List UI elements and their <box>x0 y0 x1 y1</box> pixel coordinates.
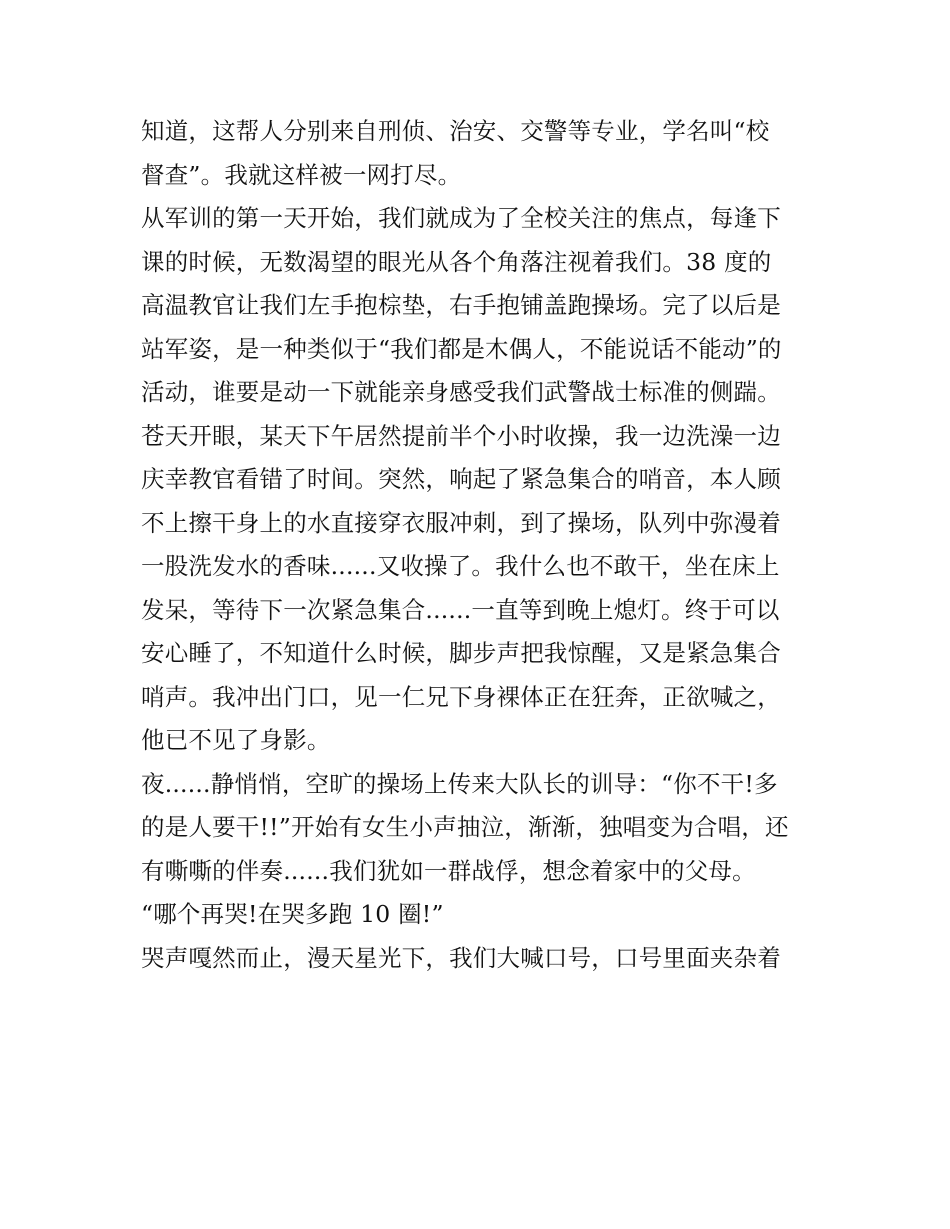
text-line: 课的时候，无数渴望的眼光从各个角落注视着我们。38 度的 <box>141 247 772 276</box>
text-line: 高温教官让我们左手抱棕垫，右手抱铺盖跑操场。完了以后是 <box>141 291 781 319</box>
text-line: “哪个再哭!在哭多跑 10 圈!” <box>141 900 444 928</box>
text-line: 他已不见了身影。 <box>141 726 331 754</box>
text-line: 站军姿，是一种类似于“我们都是木偶人，不能说话不能动”的 <box>141 334 782 363</box>
text-line: 知道，这帮人分别来自刑侦、治安、交警等专业，学名叫“校 <box>141 117 770 145</box>
text-line: 从军训的第一天开始，我们就成为了全校关注的焦点，每逢下 <box>141 204 781 232</box>
text-line: 发呆，等待下一次紧急集合......一直等到晚上熄灯。终于可以 <box>141 595 780 624</box>
document-body <box>141 110 831 980</box>
text-line: 不上擦干身上的水直接穿衣服冲刺，到了操场，队列中弥漫着 <box>141 508 781 537</box>
text-line: 夜......静悄悄，空旷的操场上传来大队长的训导：“你不干!多 <box>141 769 778 798</box>
text-line: 庆幸教官看错了时间。突然，响起了紧急集合的哨音，本人顾 <box>141 465 781 493</box>
text-line: 活动，谁要是动一下就能亲身感受我们武警战士标准的侧踹。 <box>141 378 781 406</box>
text-line: 督查”。我就这样被一网打尽。 <box>141 160 462 189</box>
text-line: 的是人要干!!”开始有女生小声抽泣，渐渐，独唱变为合唱，还 <box>141 813 789 841</box>
text-line: 哨声。我冲出门口，见一仁兄下身裸体正在狂奔，正欲喊之， <box>141 682 781 711</box>
text-line: 苍天开眼，某天下午居然提前半个小时收操，我一边洗澡一边 <box>141 421 781 450</box>
text-line: 安心睡了，不知道什么时候，脚步声把我惊醒，又是紧急集合 <box>141 639 781 667</box>
text-line: 哭声嘎然而止，漫天星光下，我们大喊口号，口号里面夹杂着 <box>141 943 781 972</box>
text-line: 有嘶嘶的伴奏......我们犹如一群战俘，想念着家中的父母。 <box>141 856 756 885</box>
text-line: 一股洗发水的香味......又收操了。我什么也不敢干，坐在床上 <box>141 552 780 580</box>
